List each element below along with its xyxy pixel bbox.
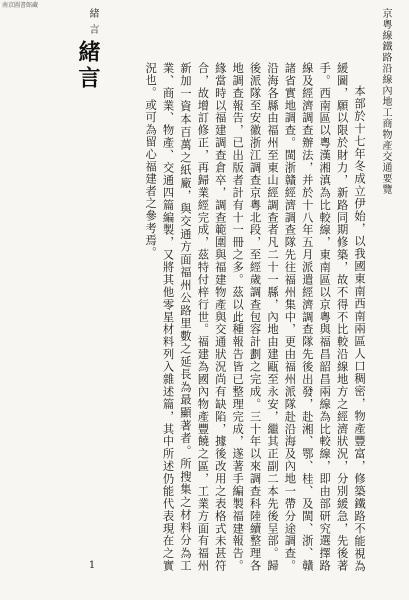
body-paragraph: 本部於十七年冬成立伊始，以我國東南西南兩區人口稠密，物產豐富，修築鐵路不能視為緩圖，願以限於財力，新路同期修築，故不得不比較沿線地方之經濟狀況，分別緩急，先後著手。西南區以粵漢湘滇為比較線，東南區以京粵與福昌韶昌兩線為比較線，即由部研究選擇路線及經濟調查辦法，并於十八年五月派遣經濟調查隊先後出發，赴湘、鄂、桂、及閩、浙、贛諸省實地調查。閩浙贛經濟調查隊先往福州集中，更由福州派隊赴沿海及內地一帶分途調查。沿海各縣由福州至東山經調查者凡二十一縣，內地由建甌至永安，繼其正副二本先後呈部。歸後派隊至安徽浙江調查京粵北段，至經歲調查包容計劃之完成。三十年以來調查科陸續整理各地調查報告，已出版者計有十一冊之多。茲以此種報告皆已整理完成，遂著手編製福建報告。緣當時以福建調查倉卒，調查範圍與福建物產與交通狀況尚有缺陷，據後改用之表格式未甚符合，故增訂修正，再歸業經完成，茲特付梓行世。福建為國內物產豐饒之區，工業方面有福州新加一資本百萬之紙廠，與交通方面福州公路里數之延長為最顯著者。所搜集之材料分為工業、商業、物產、交通四篇編製，又將其他零星材料列入雜述篇，其中所述仍能代表現在之實況也。或可為留心福建者之參考焉。 [144, 62, 366, 572]
chapter-title: 緒言 [75, 40, 101, 92]
library-stamp: 南京圖書館藏 [2, 2, 39, 9]
section-label: 緒言 [87, 8, 98, 40]
body-text [100, 62, 368, 572]
running-title: 京粵線鐵路沿線內地工商物產交通要覽 [380, 8, 391, 195]
page-number: 1 [88, 560, 96, 571]
